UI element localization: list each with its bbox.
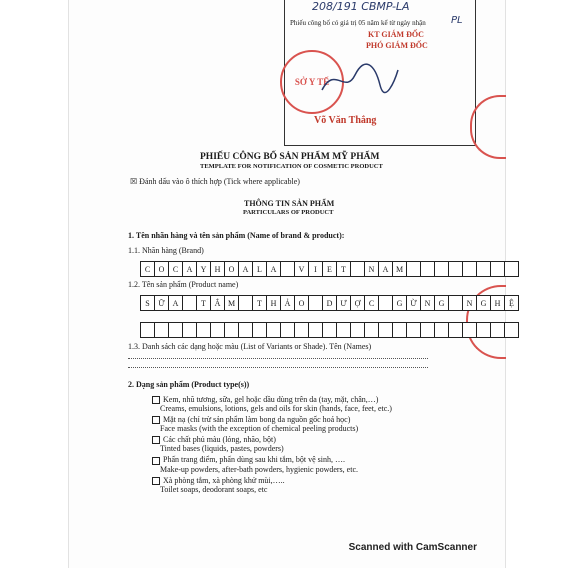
checkbox-icon[interactable] (152, 436, 160, 444)
letter-cell: L (252, 261, 267, 277)
brand-grid (140, 261, 518, 277)
letter-cell: O (294, 295, 309, 311)
letter-cell: A (378, 261, 393, 277)
product-type-item[interactable] (152, 395, 392, 413)
letter-cell (140, 322, 155, 338)
product-type-item[interactable] (152, 476, 392, 494)
letter-cell: I (308, 261, 323, 277)
letter-cell: V (294, 261, 309, 277)
letter-cell: G (434, 295, 449, 311)
product-type-vi: Các chất phủ màu (lỏng, nhão, bột) (152, 435, 392, 444)
form-title-en: TEMPLATE FOR NOTIFICATION OF COSMETIC PRODUCT (200, 163, 383, 170)
letter-cell (182, 295, 197, 311)
letter-cell: Ệ (504, 295, 519, 311)
section-title-vi: THÔNG TIN SẢN PHẨM (244, 199, 335, 208)
letter-cell: Ắ (210, 295, 225, 311)
product-type-vi: Phấn trang điểm, phấn dùng sau khi tắm, bột vệ sinh, …. (152, 455, 392, 464)
letter-cell (154, 322, 169, 338)
letter-cell (476, 322, 491, 338)
letter-cell: M (224, 295, 239, 311)
letter-cell (378, 295, 393, 311)
letter-cell (308, 322, 323, 338)
letter-cell (476, 261, 491, 277)
product-type-en: Make-up powders, after-bath powders, hygienic powders, etc. (160, 464, 358, 474)
letter-cell (392, 322, 407, 338)
letter-cell (210, 322, 225, 338)
letter-cell: S (140, 295, 155, 311)
form-title-vi: PHIẾU CÔNG BỐ SẢN PHẨM MỸ PHẨM (200, 152, 380, 162)
letter-cell (322, 322, 337, 338)
checkbox-icon[interactable] (152, 396, 160, 404)
question-1-label: 1. Tên nhãn hàng và tên sản phẩm (Name of brand & product): (128, 231, 345, 240)
checkbox-icon[interactable] (152, 457, 160, 465)
letter-cell: T (336, 261, 351, 277)
letter-cell: M (392, 261, 407, 277)
variants-line-1 (128, 358, 428, 359)
letter-cell (364, 322, 379, 338)
checkbox-icon[interactable] (152, 416, 160, 424)
letter-cell (434, 261, 449, 277)
product-type-item[interactable] (152, 455, 392, 473)
letter-cell (168, 322, 183, 338)
letter-cell (280, 261, 295, 277)
letter-cell (490, 322, 505, 338)
letter-cell (224, 322, 239, 338)
deputy-director-title: PHÓ GIÁM ĐỐC (366, 41, 428, 50)
letter-cell (196, 322, 211, 338)
letter-cell: T (252, 295, 267, 311)
kt-director-title: KT GIÁM ĐỐC (368, 30, 424, 39)
letter-cell (504, 261, 519, 277)
product-type-en: Face masks (with the exception of chemical peeling products) (160, 424, 359, 434)
letter-cell: Ả (280, 295, 295, 311)
letter-cell (378, 322, 393, 338)
letter-cell: G (392, 295, 407, 311)
signer-name: Võ Văn Thắng (314, 115, 377, 126)
letter-cell (448, 322, 463, 338)
letter-cell: Ữ (154, 295, 169, 311)
letter-cell: Ợ (350, 295, 365, 311)
letter-cell: C (168, 261, 183, 277)
letter-cell (462, 261, 477, 277)
section-title-en: PARTICULARS OF PRODUCT (243, 209, 334, 216)
letter-cell (294, 322, 309, 338)
tick-instruction: ☒ Đánh dấu vào ô thích hợp (Tick where applicable) (130, 177, 300, 186)
question-2-label: 2. Dạng sản phẩm (Product type(s)) (128, 380, 250, 389)
product-type-item[interactable] (152, 415, 392, 433)
product-grid-row-2 (140, 322, 518, 338)
letter-cell: H (490, 295, 505, 311)
letter-cell (350, 322, 365, 338)
letter-cell (182, 322, 197, 338)
product-name-label: 1.2. Tên sản phẩm (Product name) (128, 280, 239, 289)
product-type-en: Creams, emulsions, lotions, gels and oils for skin (hands, face, feet, etc.) (160, 404, 392, 414)
letter-cell: H (210, 261, 225, 277)
letter-cell (280, 322, 295, 338)
letter-cell (434, 322, 449, 338)
letter-cell (448, 295, 463, 311)
letter-cell: N (364, 261, 379, 277)
letter-cell: A (266, 261, 281, 277)
letter-cell (448, 261, 463, 277)
letter-cell (462, 322, 477, 338)
product-type-en: Tinted bases (liquids, pastes, powders) (160, 444, 284, 454)
registration-number: 208/191 CBMP-LA (312, 0, 410, 13)
product-type-vi: Mặt nạ (chỉ trừ sản phẩm làm bong da nguồn gốc hoá học) (152, 415, 392, 424)
letter-cell: Ừ (406, 295, 421, 311)
product-type-vi: Kem, nhũ tương, sữa, gel hoặc dầu dùng trên da (tay, mặt, chân,…) (152, 395, 392, 404)
letter-cell: N (420, 295, 435, 311)
letter-cell: D (322, 295, 337, 311)
letter-cell: C (364, 295, 379, 311)
variants-line-2 (128, 367, 428, 368)
letter-cell: O (154, 261, 169, 277)
letter-cell (350, 261, 365, 277)
product-type-vi: Xà phòng tắm, xà phòng khử mùi,….. (152, 476, 392, 485)
product-grid-row-1 (140, 295, 518, 311)
letter-cell (238, 295, 253, 311)
checkbox-icon[interactable] (152, 477, 160, 485)
seal-text: SỞ Y TẾ (294, 77, 330, 87)
camscanner-watermark: Scanned with CamScanner (348, 542, 477, 553)
letter-cell: T (196, 295, 211, 311)
brand-label: 1.1. Nhãn hàng (Brand) (128, 246, 204, 255)
product-type-item[interactable] (152, 435, 392, 453)
letter-cell: A (182, 261, 197, 277)
letter-cell: A (238, 261, 253, 277)
letter-cell: Y (196, 261, 211, 277)
validity-note: Phiếu công bố có giá trị 05 năm kể từ ngày nhận (290, 19, 426, 27)
letter-cell: H (266, 295, 281, 311)
letter-cell: C (140, 261, 155, 277)
letter-cell: A (168, 295, 183, 311)
letter-cell (266, 322, 281, 338)
letter-cell: E (322, 261, 337, 277)
signature-scribble (320, 60, 400, 100)
letter-cell (336, 322, 351, 338)
letter-cell: O (224, 261, 239, 277)
letter-cell: N (462, 295, 477, 311)
product-type-en: Toilet soaps, deodorant soaps, etc (160, 484, 268, 494)
letter-cell: G (476, 295, 491, 311)
letter-cell (308, 295, 323, 311)
letter-cell (490, 261, 505, 277)
variants-label: 1.3. Danh sách các dạng hoặc màu (List of Variants or Shade). Tên (Names) (128, 342, 372, 351)
product-type-list (152, 395, 392, 496)
validity-signature: PL (451, 15, 463, 26)
letter-cell (504, 322, 519, 338)
letter-cell (252, 322, 267, 338)
letter-cell (406, 261, 421, 277)
letter-cell: Ư (336, 295, 351, 311)
letter-cell (406, 322, 421, 338)
letter-cell (420, 322, 435, 338)
letter-cell (238, 322, 253, 338)
letter-cell (420, 261, 435, 277)
